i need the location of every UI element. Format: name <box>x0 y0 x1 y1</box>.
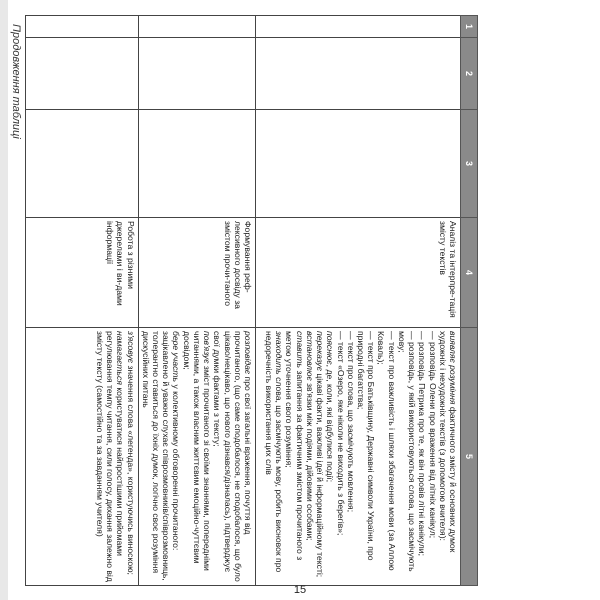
outcome-text: слова, що засмічують мову, робить висновок про недоречність використання цих слів <box>264 331 285 573</box>
outcome-text: — текст про слова, що засмічують мовлення; <box>345 331 356 513</box>
column-header-3: 3 <box>461 110 478 218</box>
outcome-line <box>346 331 356 582</box>
skill-area-cell: Аналіз та інтерпре-тація змісту текстів <box>256 218 461 328</box>
column-header-5: 5 <box>461 328 478 586</box>
skill-area-cell: Робота з різними джерелами і ви-дами інформації <box>26 218 139 328</box>
outcome-line <box>125 331 135 582</box>
outcome-line <box>417 331 427 582</box>
outcome-line <box>356 331 376 582</box>
outcome-line <box>264 331 284 582</box>
table-cell <box>256 38 461 110</box>
table-row <box>138 16 255 586</box>
outcome-line <box>427 331 437 582</box>
outcome-text: користуватися найпростішими прийомами регулювання темпу читання, сили голосу, дихання залежно від змісту тексту (самостійно та за завданням учителя) <box>94 331 126 582</box>
outcome-line <box>335 331 345 582</box>
outcome-line <box>212 331 253 582</box>
outcome-text: фактичного змісту й основних думок художніх і неxудожніх текстів (з допомогою вчителя): <box>437 331 458 553</box>
outcome-text: цікаві факти, важливі ідеї й інформаційному тексті; <box>315 370 326 578</box>
outcome-line <box>376 331 396 582</box>
outcome-text: у колективному обговоренні прочитаного: зацікавлено й уважно слухає співрозмовників/співрозмовниць, толерантно ставиться до їхніх думок, логічно своє розуміння дискусійних питань <box>140 331 182 581</box>
outcome-line <box>95 331 126 582</box>
outcome-text: — текст про Батьківщину, Державні символи України, про природні багатства; <box>356 331 377 561</box>
outcome-verb: з'ясовує <box>125 331 136 364</box>
outcome-line <box>397 331 417 582</box>
skill-area-cell: Формування реф-лексивного досвіду за змістом прочи-таного <box>138 218 255 328</box>
table-cell <box>138 38 255 110</box>
outcome-line <box>315 331 325 582</box>
outcome-verb: ставить <box>294 331 305 369</box>
outcomes-cell <box>256 328 461 586</box>
outcome-verb: встановлює <box>304 331 315 381</box>
table-cell <box>26 38 139 110</box>
outcome-text: зв'язки між подіями, дійовими особами; <box>304 380 315 541</box>
outcome-text: , де, коли, які відбулися події; <box>325 364 336 483</box>
table-header-row <box>461 16 478 586</box>
table-row <box>26 16 139 586</box>
outcome-text: зміст прочитаного зі своїми знаннями, попередніми читаннями, а також власним життєвим емоційно-чуттєвим досвідом; <box>181 331 213 571</box>
outcome-verb: виявляє розуміння <box>448 331 458 405</box>
outcome-verb: пояснює <box>325 331 336 365</box>
outcomes-cell <box>26 328 139 586</box>
page-number: 15 <box>293 584 307 596</box>
outcome-line <box>438 331 458 582</box>
table-cell <box>138 16 255 38</box>
table-cell <box>256 110 461 218</box>
outcome-line <box>325 331 335 582</box>
outcome-verb: пов'язує <box>202 331 213 364</box>
outcomes-cell <box>138 328 255 586</box>
table-cell <box>26 16 139 38</box>
table-cell <box>138 110 255 218</box>
outcome-text: значення слова «легенда», користуючись виноскою; <box>125 363 136 575</box>
curriculum-table <box>25 15 478 586</box>
outcome-line <box>305 331 315 582</box>
outcome-line <box>284 331 304 582</box>
outcome-verb: намагається <box>115 331 126 385</box>
outcome-line <box>141 331 182 582</box>
outcome-text: про свої загальні враження, почуття від прочитаного, (що саме сподобалося, не сподобалося, що було цікаво/нецікаво, що нового дізнався/дізналась), підтверджує свої думки фактами з тексту; <box>212 331 253 582</box>
outcome-text: — розповідь, у якій використовуються слова, що засмічують мову; <box>396 331 418 572</box>
table-cell <box>26 110 139 218</box>
outcome-text: — розповідь Петрика про те, як він провів літні канікули; <box>417 331 428 556</box>
outcome-text: — текст про важливість і шляхи збагачення мови (за Аллою Коваль); <box>376 331 397 571</box>
column-header-2: 2 <box>461 38 478 110</box>
table-row <box>256 16 461 586</box>
outcome-text: — розповідь Олени про враження від літніх канікул; <box>427 331 438 539</box>
table-cell <box>256 16 461 38</box>
outcome-text: — текст «Озеро, яке ніколи не виходить з берегів»; <box>335 331 346 536</box>
outcome-verb: розповідає <box>243 331 253 375</box>
column-header-4: 4 <box>461 218 478 328</box>
outcome-verb: переказує <box>315 331 326 371</box>
outcome-text: запитання за фактичним змістом прочитаного з метою уточнення свого розуміння; <box>284 331 305 561</box>
outcome-line <box>181 331 212 582</box>
column-header-1: 1 <box>461 16 478 38</box>
outcome-verb: бере участь <box>171 331 182 383</box>
table-continuation-caption: Продовження таблиці <box>10 24 22 139</box>
outcome-verb: знаходить <box>274 331 285 375</box>
